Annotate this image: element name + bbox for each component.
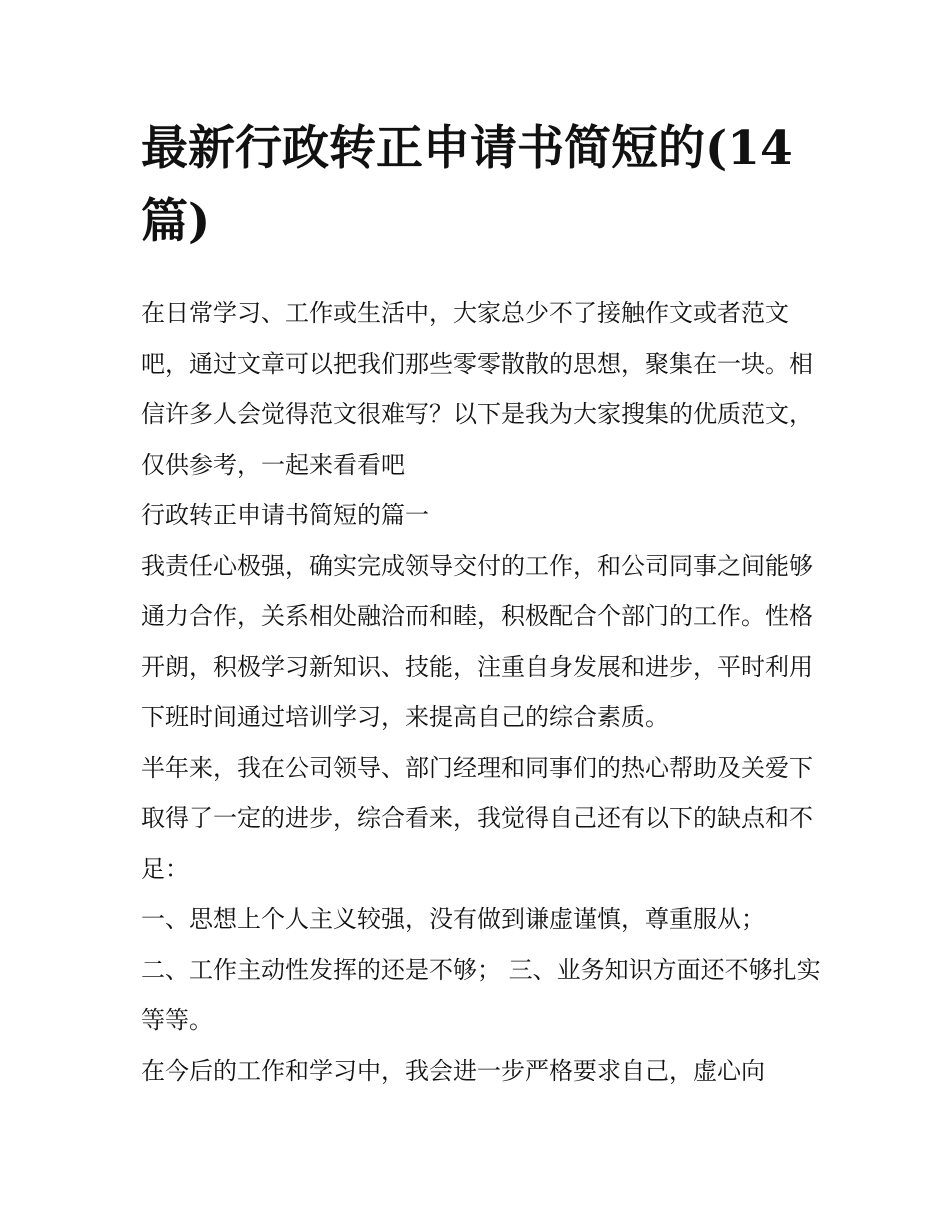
body-paragraph: 半年来，我在公司领导、部门经理和同事们的热心帮助及关爱下取得了一定的进步，综合看来，我觉得自己还有以下的缺点和不足： — [141, 753, 813, 883]
list-item: 二、工作主动性发挥的还是不够； 三、业务知识方面还不够扎实等等。 — [141, 955, 821, 1034]
body-paragraph: 我责任心极强，确实完成领导交付的工作，和公司同事之间能够通力合作，关系相处融洽而和睦，积极配合个部门的工作。性格开朗，积极学习新知识、技能，注重自身发展和进步，平时利用下班时间通过培训学习，来提高自己的综合素质。 — [141, 551, 813, 731]
body-paragraph: 在今后的工作和学习中，我会进一步严格要求自己，虚心向 — [141, 1056, 765, 1085]
document-body — [141, 112, 821, 1096]
list-item: 一、思想上个人主义较强，没有做到谦虚谨慎，尊重服从； — [141, 905, 765, 933]
title-block — [141, 112, 821, 258]
document-title: 最新行政转正申请书简短的(14篇) — [141, 121, 793, 249]
section-heading: 行政转正申请书简短的篇一 — [141, 501, 429, 529]
intro-paragraph: 在日常学习、工作或生活中，大家总少不了接触作文或者范文吧，通过文章可以把我们那些零零散散的思想，聚集在一块。相信许多人会觉得范文很难写？以下是我为大家搜集的优质范文，仅供参考，一起来看看吧 — [141, 299, 813, 479]
